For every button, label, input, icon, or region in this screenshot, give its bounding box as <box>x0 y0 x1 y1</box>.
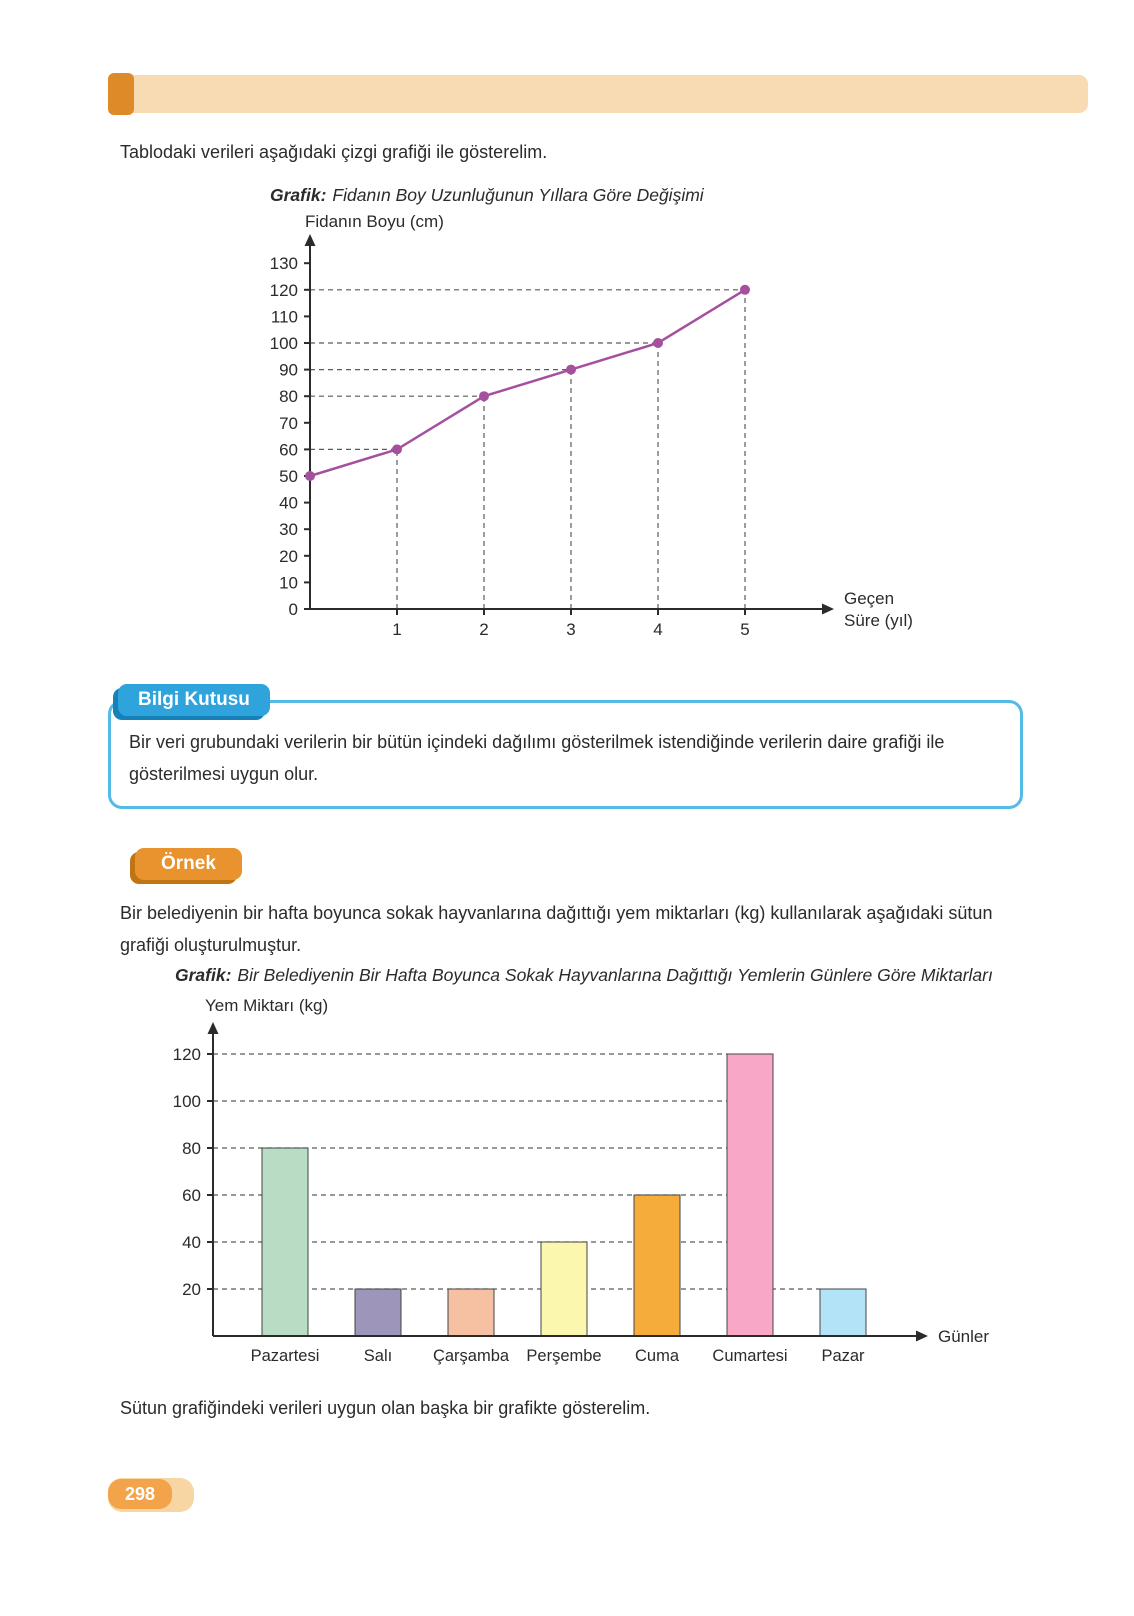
bar-cuma <box>634 1195 680 1336</box>
bar-çarşamba <box>448 1289 494 1336</box>
example-badge: Örnek <box>135 848 242 880</box>
x-tick-label: 5 <box>740 620 750 639</box>
x-tick-label: 2 <box>479 620 489 639</box>
y-tick-label: 30 <box>279 520 298 540</box>
data-point <box>566 365 576 375</box>
y-tick-label: 120 <box>172 1045 201 1064</box>
data-point <box>392 444 402 454</box>
x-axis-title-line2: Süre (yıl) <box>844 611 913 630</box>
x-category-label: Çarşamba <box>432 1347 510 1365</box>
data-point <box>653 338 663 348</box>
bar-chart-title <box>175 965 1090 986</box>
line-chart <box>250 185 1010 646</box>
y-tick-label: 20 <box>279 546 298 566</box>
page-number: 298 <box>108 1479 172 1509</box>
x-category-label: Pazartesi <box>250 1347 320 1365</box>
x-category-label: Cumartesi <box>712 1347 788 1365</box>
y-tick-label: 60 <box>279 440 298 460</box>
x-axis-title-line1: Geçen <box>844 589 895 608</box>
line-chart-title <box>270 185 1010 206</box>
y-tick-label: 10 <box>279 573 298 593</box>
page-number-badge <box>108 1478 194 1512</box>
bar-pazartesi <box>262 1148 308 1336</box>
y-tick-label: 130 <box>269 254 298 274</box>
line-chart-y-axis-title: Fidanın Boyu (cm) <box>305 212 444 231</box>
y-tick-label: 50 <box>279 467 298 486</box>
y-axis-arrow <box>305 234 316 246</box>
x-axis-arrow <box>916 1331 928 1342</box>
y-tick-label: 20 <box>182 1280 201 1299</box>
line-chart-svg <box>250 234 950 646</box>
y-tick-label: 0 <box>288 600 298 619</box>
closing-text: Sütun grafiğindeki verileri uygun olan başka bir grafikte gösterelim. <box>120 1398 651 1418</box>
info-box <box>108 689 1023 809</box>
y-axis-arrow <box>208 1022 219 1034</box>
bar-perşembe <box>541 1242 587 1336</box>
bar-chart <box>150 965 1090 1380</box>
y-tick-label: 100 <box>269 334 298 353</box>
header-decoration-bar <box>118 75 1088 113</box>
bar-chart-svg <box>150 1018 1030 1380</box>
data-point <box>305 471 315 481</box>
y-tick-label: 120 <box>269 280 298 300</box>
data-point <box>740 285 750 295</box>
y-tick-label: 110 <box>270 307 298 327</box>
line-chart-title-text: Fidanın Boy Uzunluğunun Yıllara Göre Değişimi <box>332 185 704 205</box>
x-tick-label: 4 <box>653 620 663 639</box>
info-box-badge: Bilgi Kutusu <box>118 684 270 716</box>
x-tick-label: 3 <box>566 620 576 639</box>
intro-text: Tablodaki verileri aşağıdaki çizgi grafiği ile gösterelim. <box>120 142 548 162</box>
bar-chart-title-prefix: Grafik: <box>175 965 232 985</box>
bar-chart-y-axis-title: Yem Miktarı (kg) <box>205 996 329 1015</box>
x-axis-arrow <box>822 604 834 615</box>
x-axis-title: Günler <box>938 1327 990 1346</box>
y-tick-label: 60 <box>182 1186 201 1205</box>
y-tick-label: 100 <box>172 1092 201 1111</box>
y-tick-label: 40 <box>279 493 298 513</box>
bar-cumartesi <box>727 1054 773 1336</box>
bar-chart-title-text: Bir Belediyenin Bir Hafta Boyunca Sokak Hayvanlarına Dağıttığı Yemlerin Günlere Göre Miktarları <box>237 965 993 985</box>
bar-salı <box>355 1289 401 1336</box>
y-tick-label: 70 <box>279 413 298 433</box>
series-line <box>310 290 745 476</box>
x-category-label: Pazar <box>821 1347 865 1365</box>
x-category-label: Cuma <box>634 1347 680 1365</box>
line-chart-title-prefix: Grafik: <box>270 185 327 205</box>
x-tick-label: 1 <box>392 620 402 639</box>
y-tick-label: 90 <box>279 360 298 380</box>
info-box-text: Bir veri grubundaki verilerin bir bütün içindeki dağılımı gösterilmek istendiğinde verilerin daire grafiği ile gösterilmesi uygun olur. <box>129 732 945 784</box>
example-text: Bir belediyenin bir hafta boyunca sokak hayvanlarına dağıttığı yem miktarları (kg) kullanılarak aşağıdaki sütun grafiği oluşturulmuştur. <box>120 903 993 955</box>
y-tick-label: 80 <box>182 1139 201 1158</box>
y-tick-label: 80 <box>279 387 298 407</box>
x-category-label: Salı <box>363 1347 393 1365</box>
bar-pazar <box>820 1289 866 1336</box>
x-category-label: Perşembe <box>526 1347 602 1365</box>
y-tick-label: 40 <box>182 1233 201 1252</box>
header-decoration-tab <box>108 73 134 115</box>
data-point <box>479 391 489 401</box>
